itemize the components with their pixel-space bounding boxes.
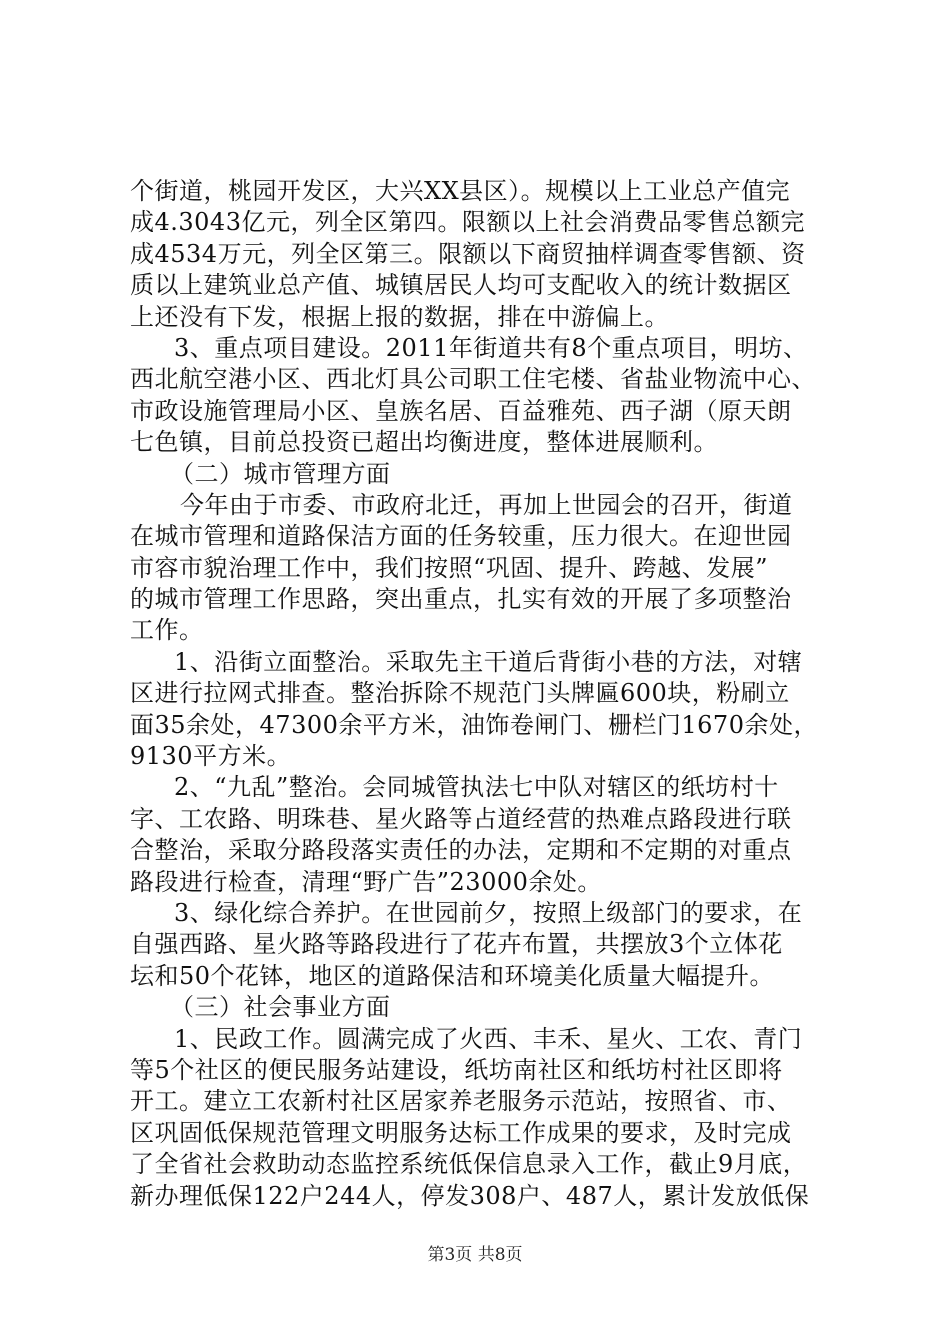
- text-line: 面35余处，47300余平方米，油饰卷闸门、栅栏门1670余处，: [130, 710, 818, 739]
- text-line: 在城市管理和道路保洁方面的任务较重，压力很大。在迎世园: [130, 522, 792, 551]
- text-line: （三）社会事业方面: [170, 993, 391, 1022]
- text-line: 字、工农路、明珠巷、星火路等占道经营的热难点路段进行联: [130, 804, 792, 833]
- text-line: 了全省社会救助动态监控系统低保信息录入工作，截止9月底，: [130, 1150, 808, 1179]
- text-line: 开工。建立工农新村社区居家养老服务示范站，按照省、市、: [130, 1087, 792, 1116]
- text-line: 合整治，采取分路段落实责任的办法，定期和不定期的对重点: [130, 836, 792, 865]
- text-line: 西北航空港小区、西北灯具公司职工住宅楼、省盐业物流中心、: [130, 365, 816, 394]
- text-line: 市政设施管理局小区、皇族名居、百益雅苑、西子湖（原天朗: [130, 396, 792, 425]
- text-line: 区进行拉网式排查。整治拆除不规范门头牌匾600块，粉刷立: [130, 679, 790, 708]
- text-line: 自强西路、星火路等路段进行了花卉布置，共摆放3个立体花: [130, 930, 783, 959]
- text-line: 的城市管理工作思路，突出重点，扎实有效的开展了多项整治: [130, 585, 792, 614]
- text-line: 质以上建筑业总产值、城镇居民人均可支配收入的统计数据区: [130, 271, 792, 300]
- text-line: 上还没有下发，根据上报的数据，排在中游偏上。: [130, 302, 669, 331]
- text-line: 坛和50个花钵，地区的道路保洁和环境美化质量大幅提升。: [130, 961, 775, 990]
- document-body: [130, 176, 830, 1212]
- text-line: 七色镇，目前总投资已超出均衡进度，整体进展顺利。: [130, 428, 718, 457]
- text-line: 区巩固低保规范管理文明服务达标工作成果的要求，及时完成: [130, 1118, 792, 1147]
- text-line: 3、绿化综合养护。在世园前夕，按照上级部门的要求，在: [174, 898, 803, 927]
- text-line: 个街道，桃园开发区，大兴XX县区）。规模以上工业总产值完: [130, 177, 791, 205]
- text-line: 9130平方米。: [130, 742, 292, 771]
- text-line: 路段进行检查，清理“野广告”23000余处。: [130, 867, 602, 896]
- page-footer: 第3页 共8页: [427, 1245, 523, 1265]
- text-line: （二）城市管理方面: [170, 459, 391, 488]
- text-line: 新办理低保122户244人，停发308户、487人，累计发放低保: [130, 1181, 810, 1210]
- text-line: 3、重点项目建设。2011年街道共有8个重点项目，明坊、: [174, 333, 808, 362]
- text-line: 成4.3043亿元，列全区第四。限额以上社会消费品零售总额完: [130, 208, 805, 237]
- text-line: 成4534万元，列全区第三。限额以下商贸抽样调查零售额、资: [130, 239, 806, 268]
- text-line: 工作。: [130, 616, 204, 645]
- text-line: 今年由于市委、市政府北迁，再加上世园会的召开，街道: [180, 490, 793, 519]
- text-line: 市容市貌治理工作中，我们按照“巩固、提升、跨越、发展”: [130, 553, 769, 582]
- text-line: 1、沿街立面整治。采取先主干道后背街小巷的方法，对辖: [174, 647, 803, 676]
- text-line: 2、“九乱”整治。会同城管执法七中队对辖区的纸坊村十: [174, 773, 779, 802]
- text-line: 1、民政工作。圆满完成了火西、丰禾、星火、工农、青门: [174, 1024, 803, 1053]
- text-line: 等5个社区的便民服务站建设，纸坊南社区和纸坊村社区即将: [130, 1055, 783, 1084]
